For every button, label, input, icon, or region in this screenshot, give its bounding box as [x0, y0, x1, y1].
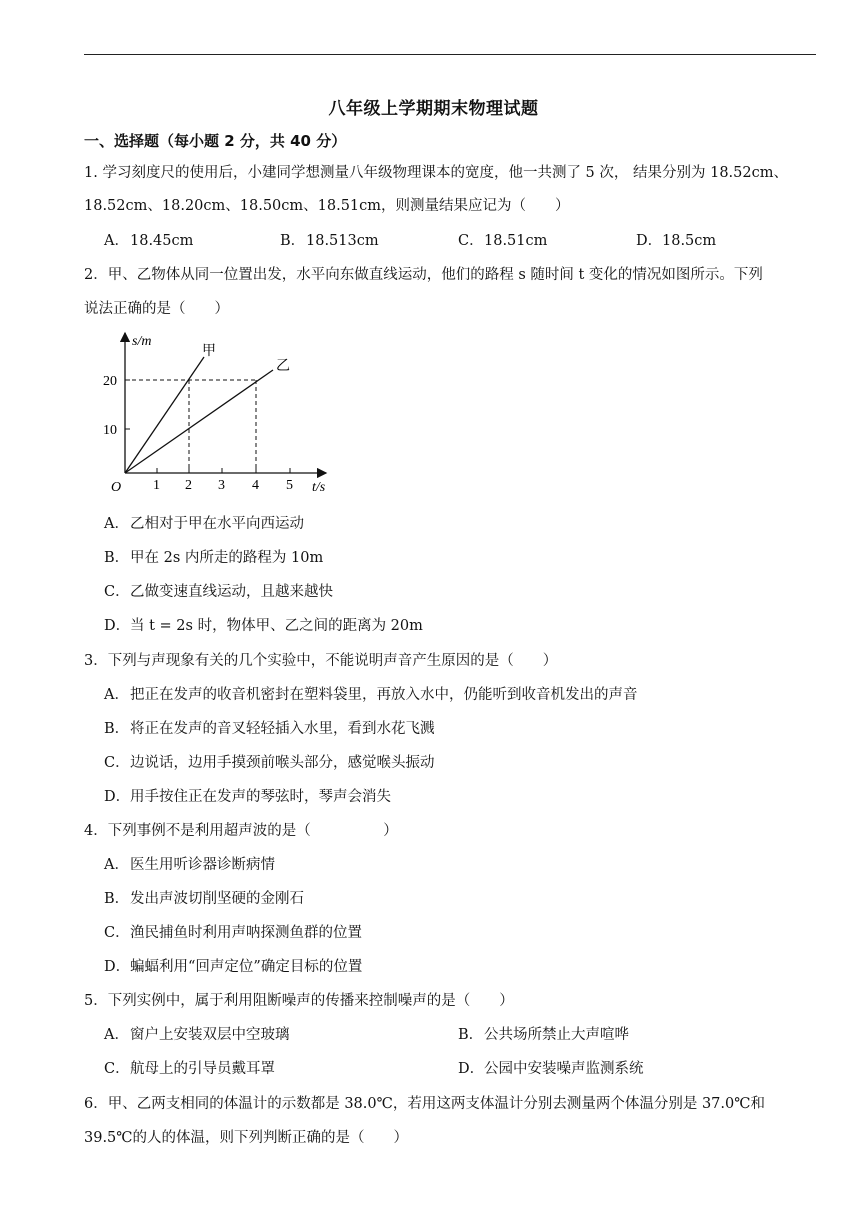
page-title: 八年级上学期期末物理试题: [328, 99, 539, 119]
q4-stem: 4．下列事例不是利用超声波的是（ ）: [84, 823, 398, 839]
q5-stem: 5．下列实例中，属于利用阻断噪声的传播来控制噪声的是（ ）: [84, 993, 514, 1009]
origin-label: O: [111, 480, 122, 495]
q3-option-d[interactable]: D．用手按住正在发声的琴弦时，琴声会消失: [104, 789, 391, 805]
q1-option-c[interactable]: C．18.51cm: [458, 233, 548, 249]
q5-option-d[interactable]: D．公园中安装噪声监测系统: [458, 1061, 644, 1077]
q2-option-d[interactable]: D．当 t = 2s 时，物体甲、乙之间的距离为 20m: [104, 618, 423, 634]
q3-option-b[interactable]: B．将正在发声的音叉轻轻插入水里，看到水花飞溅: [104, 721, 435, 737]
x-tick-4: 4: [252, 478, 259, 493]
q3-option-c[interactable]: C．边说话，边用手摸颈前喉头部分，感觉喉头振动: [104, 755, 435, 771]
q2-stem-line-2: 说法正确的是（ ）: [84, 301, 229, 317]
q4-option-a[interactable]: A．医生用听诊器诊断病情: [104, 857, 275, 873]
q1-option-b[interactable]: B．18.513cm: [280, 233, 379, 249]
q2-stem-line-1: 2．甲、乙物体从同一位置出发，水平向东做直线运动，他们的路程 s 随时间 t 变化的情况如图所示。下列: [84, 267, 763, 283]
q2-option-b[interactable]: B．甲在 2s 内所走的路程为 10m: [104, 550, 324, 566]
q2-option-c[interactable]: C．乙做变速直线运动，且越来越快: [104, 584, 333, 600]
q5-option-a[interactable]: A．窗户上安装双层中空玻璃: [104, 1027, 290, 1043]
q1-stem-line-2: 18.52cm、18.20cm、18.50cm、18.51cm，则测量结果应记为（ ）: [84, 198, 570, 214]
q5-option-c[interactable]: C．航母上的引导员戴耳罩: [104, 1061, 275, 1077]
x-tick-2: 2: [185, 478, 192, 493]
header-rule: [84, 54, 816, 55]
q4-option-b[interactable]: B．发出声波切削坚硬的金刚石: [104, 891, 304, 907]
x-axis-label: t/s: [312, 480, 326, 495]
y-tick-10: 10: [103, 423, 117, 438]
x-tick-3: 3: [218, 478, 225, 493]
x-tick-5: 5: [286, 478, 293, 493]
series-yi-label: 乙: [276, 359, 290, 374]
section-heading: 一、选择题（每小题 2 分，共 40 分）: [84, 132, 347, 150]
series-jia-label: 甲: [202, 344, 216, 359]
x-tick-1: 1: [153, 478, 160, 493]
q1-stem-line-1: 1. 学习刻度尺的使用后，小建同学想测量八年级物理课本的宽度，他一共测了 5 次， 结果分别为 18.52cm、: [84, 165, 788, 181]
q6-stem-line-1: 6．甲、乙两支相同的体温计的示数都是 38.0℃，若用这两支体温计分别去测量两个体温分别是 37.0℃和: [84, 1096, 765, 1112]
y-axis-label: s/m: [132, 334, 152, 349]
q4-option-d[interactable]: D．蝙蝠利用“回声定位”确定目标的位置: [104, 959, 363, 975]
series-yi-line: [125, 370, 273, 473]
q1-option-a[interactable]: A．18.45cm: [104, 233, 194, 249]
q4-option-c[interactable]: C．渔民捕鱼时利用声呐探测鱼群的位置: [104, 925, 362, 941]
q6-stem-line-2: 39.5℃的人的体温，则下列判断正确的是（ ）: [84, 1130, 409, 1146]
q1-option-d[interactable]: D．18.5cm: [636, 233, 717, 249]
series-jia-line: [125, 357, 204, 473]
y-tick-20: 20: [103, 374, 117, 389]
q2-option-a[interactable]: A．乙相对于甲在水平向西运动: [104, 516, 304, 532]
q3-option-a[interactable]: A．把正在发声的收音机密封在塑料袋里，再放入水中，仍能听到收音机发出的声音: [104, 687, 638, 703]
q5-option-b[interactable]: B．公共场所禁止大声喧哗: [458, 1027, 629, 1043]
q3-stem: 3．下列与声现象有关的几个实验中，不能说明声音产生原因的是（ ）: [84, 653, 558, 669]
q2-st-graph: [100, 325, 340, 505]
